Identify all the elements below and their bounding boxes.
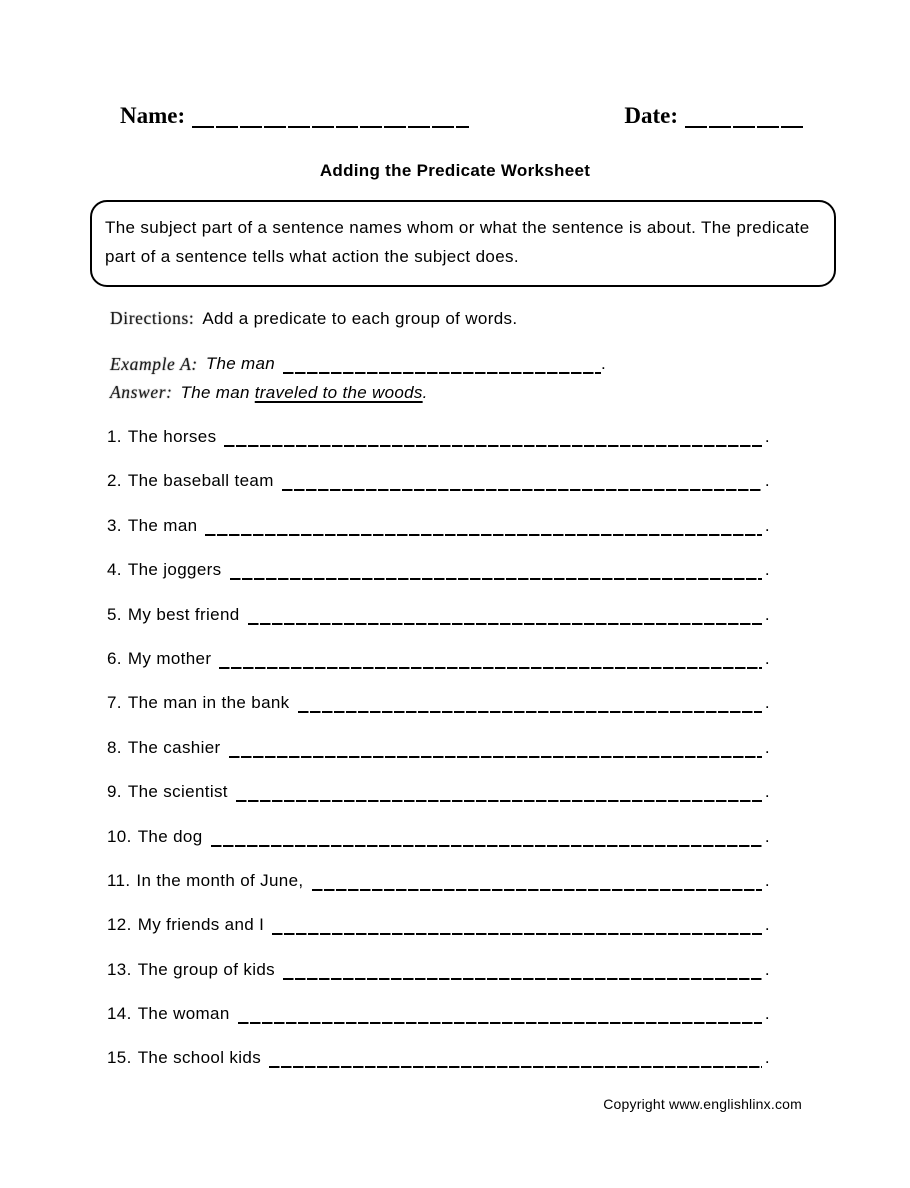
list-item	[107, 1003, 770, 1025]
item-blank-line[interactable]	[236, 788, 762, 803]
item-number: 12.	[107, 915, 132, 935]
item-number: 7.	[107, 693, 122, 713]
item-period: .	[764, 693, 770, 713]
list-item	[107, 914, 770, 936]
item-subject: The scientist	[127, 782, 228, 802]
item-blank-line[interactable]	[205, 522, 761, 537]
item-period: .	[764, 826, 770, 846]
example-row	[110, 353, 606, 375]
list-item	[107, 470, 770, 492]
date-field	[624, 102, 804, 130]
item-subject: The dog	[137, 826, 203, 846]
item-period: .	[764, 959, 770, 979]
item-blank-line[interactable]	[224, 433, 761, 448]
item-period: .	[764, 1048, 770, 1068]
item-period: .	[764, 560, 770, 580]
item-period: .	[764, 515, 770, 535]
item-subject: My friends and I	[137, 915, 265, 935]
answer-label: Answer:	[110, 382, 173, 402]
directions-label: Directions:	[110, 308, 195, 328]
item-number: 13.	[107, 959, 132, 979]
item-number: 11.	[107, 870, 131, 890]
list-item	[107, 826, 770, 848]
directions-text: Add a predicate to each group of words.	[202, 309, 518, 328]
item-subject: The baseball team	[127, 471, 274, 491]
list-item	[107, 559, 770, 581]
example-period: .	[601, 354, 607, 373]
item-blank-line[interactable]	[283, 966, 762, 981]
item-blank-line[interactable]	[248, 611, 762, 626]
item-number: 4.	[107, 560, 122, 580]
item-period: .	[764, 915, 770, 935]
item-number: 8.	[107, 737, 122, 757]
example-sentence-start: The man	[205, 354, 275, 373]
item-blank-line[interactable]	[230, 566, 762, 581]
item-number: 2.	[107, 471, 122, 491]
item-subject: My best friend	[127, 604, 240, 624]
item-subject: My mother	[127, 648, 212, 668]
item-period: .	[764, 1004, 770, 1024]
info-box	[90, 200, 836, 287]
answer-row	[110, 382, 428, 403]
item-number: 6.	[107, 648, 122, 668]
list-item	[107, 604, 770, 626]
list-item	[107, 426, 770, 448]
item-blank-line[interactable]	[219, 655, 762, 670]
item-subject: The man in the bank	[127, 693, 290, 713]
page-title: Adding the Predicate Worksheet	[319, 161, 591, 180]
list-item	[107, 1047, 770, 1069]
item-subject: The cashier	[127, 737, 221, 757]
item-number: 5.	[107, 604, 122, 624]
item-blank-line[interactable]	[229, 744, 762, 759]
name-label: Name:	[120, 103, 186, 128]
items-list	[107, 426, 770, 1092]
item-period: .	[764, 870, 770, 890]
item-blank-line[interactable]	[272, 921, 762, 936]
item-subject: The school kids	[137, 1048, 262, 1068]
item-blank-line[interactable]	[211, 833, 762, 848]
list-item	[107, 648, 770, 670]
list-item	[107, 515, 770, 537]
info-box-text: The subject part of a sentence names whom or what the sentence is about. The predicate part of a sentence tells what action the subject does.	[105, 218, 810, 266]
item-period: .	[764, 471, 770, 491]
item-subject: The horses	[127, 427, 217, 446]
list-item	[107, 737, 770, 759]
item-blank-line[interactable]	[238, 1010, 762, 1025]
item-number: 15.	[107, 1048, 132, 1068]
answer-period: .	[422, 383, 428, 402]
name-input-line[interactable]	[192, 125, 469, 128]
item-number: 3.	[107, 515, 122, 535]
item-blank-line[interactable]	[269, 1054, 762, 1069]
item-period: .	[764, 782, 770, 802]
item-subject: In the month of June,	[136, 870, 304, 890]
item-number: 14.	[107, 1004, 132, 1024]
header	[120, 102, 804, 130]
item-subject: The woman	[137, 1004, 230, 1024]
example-blank-line[interactable]	[283, 360, 601, 375]
item-number: 1.	[107, 427, 122, 446]
answer-sentence-start: The man	[180, 383, 255, 402]
item-subject: The joggers	[127, 560, 222, 580]
item-number: 10.	[107, 826, 132, 846]
list-item	[107, 870, 770, 892]
item-blank-line[interactable]	[282, 477, 762, 492]
date-input-line[interactable]	[685, 125, 804, 128]
list-item	[107, 692, 770, 714]
example-label: Example A:	[110, 354, 198, 374]
item-period: .	[764, 737, 770, 757]
item-period: .	[764, 648, 770, 668]
answer-underlined-predicate: traveled to the woods	[254, 383, 423, 402]
list-item	[107, 781, 770, 803]
copyright-text: Copyright www.englishlinx.com	[603, 1096, 802, 1112]
list-item	[107, 959, 770, 981]
item-subject: The group of kids	[137, 959, 275, 979]
item-period: .	[764, 427, 770, 446]
item-blank-line[interactable]	[312, 877, 762, 892]
item-subject: The man	[127, 515, 198, 535]
date-label: Date:	[624, 103, 678, 128]
item-number: 9.	[107, 782, 122, 802]
directions-row	[110, 308, 517, 329]
item-period: .	[764, 604, 770, 624]
name-field	[120, 102, 469, 130]
item-blank-line[interactable]	[298, 699, 762, 714]
